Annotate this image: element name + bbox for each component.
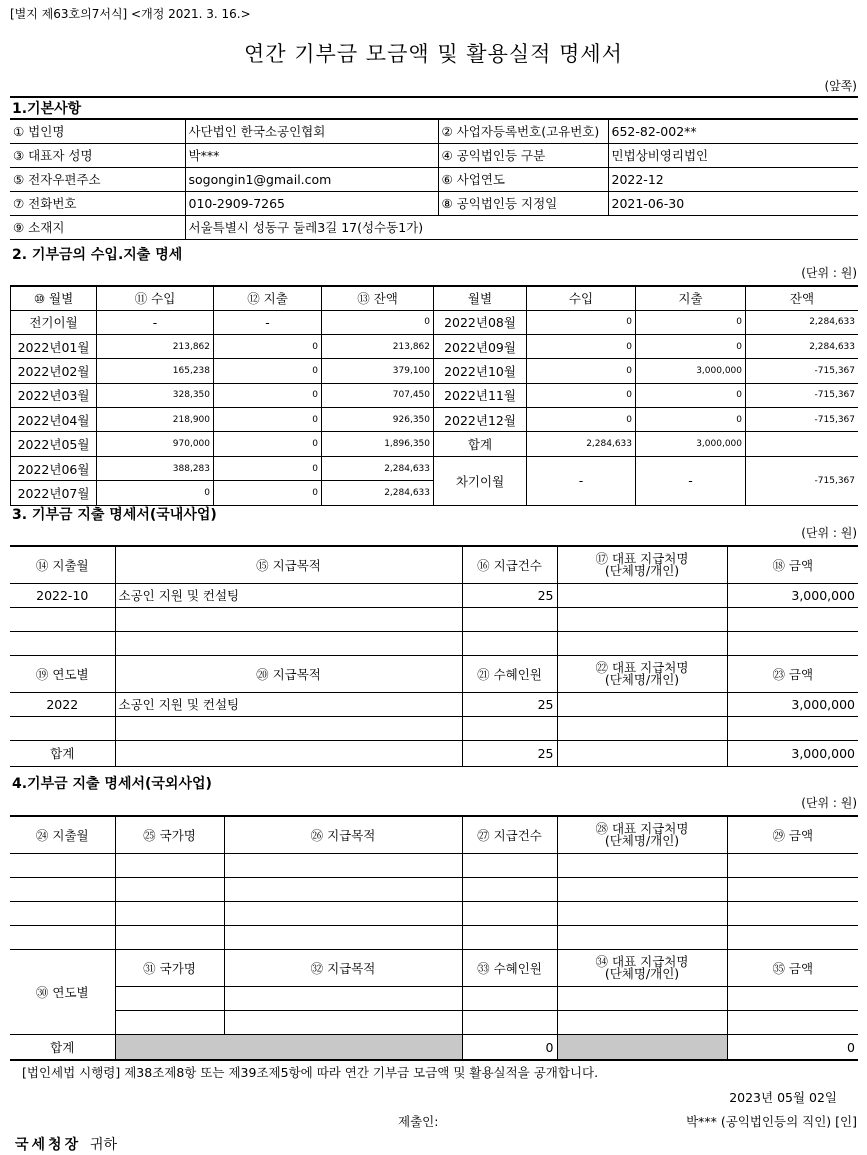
table-cell: 0: [214, 456, 322, 480]
table-row: [10, 631, 858, 655]
table-cell: 0: [527, 359, 636, 383]
table-cell: 2022년03월: [11, 383, 97, 407]
table-cell: [115, 1010, 224, 1034]
table-cell: [462, 1010, 557, 1034]
table-cell: -715,367: [746, 383, 859, 407]
table-cell: 0: [527, 408, 636, 432]
table-cell: -: [636, 456, 746, 505]
table-cell: ㉝ 수혜인원: [462, 949, 557, 986]
table-row: [10, 143, 858, 167]
table-cell: [557, 853, 727, 877]
table-cell: 0: [636, 408, 746, 432]
table-cell: [462, 631, 557, 655]
table-cell: 차기이월: [434, 456, 527, 505]
table-cell: ㉕ 국가명: [115, 816, 224, 853]
recipient-name: 국세청장: [15, 1137, 82, 1153]
table-cell: 2022년02월: [11, 359, 97, 383]
table-row: [10, 546, 858, 583]
table-row: [10, 1010, 858, 1034]
table-cell: ⑲ 연도별: [10, 655, 115, 692]
table-cell: 2022: [10, 692, 115, 716]
table-cell: 0: [636, 383, 746, 407]
table-cell: [727, 631, 858, 655]
table-row: [10, 191, 858, 215]
section-2-title: 2. 기부금의 수입.지출 명세: [12, 247, 183, 263]
table-cell: 사단법인 한국소공인협회: [185, 119, 438, 143]
recipient-suffix: 귀하: [90, 1137, 118, 1153]
table-cell: [557, 877, 727, 901]
table-cell: ㉙ 금액: [727, 816, 858, 853]
table-cell: ⑨ 소재지: [10, 215, 185, 239]
header-line: (단체명/개인): [604, 965, 680, 981]
table-cell: 218,900: [97, 408, 214, 432]
table-cell: [10, 925, 115, 949]
table-cell: [727, 853, 858, 877]
overseas-spending-table: [10, 815, 858, 1061]
header-line: (단체명/개인): [604, 671, 680, 687]
table-cell: [557, 986, 727, 1010]
table-cell: 25: [462, 583, 557, 607]
table-cell: 0: [214, 408, 322, 432]
legal-notice: [법인세법 시행령] 제38조제8항 또는 제39조제5항에 따라 연간 기부금 모금액 및 활용실적을 공개합니다.: [22, 1065, 599, 1080]
table-row: [10, 877, 858, 901]
table-cell: ㉔ 지출월: [10, 816, 115, 853]
table-cell: -715,367: [746, 408, 859, 432]
table-cell: [727, 986, 858, 1010]
table-cell: [115, 1034, 462, 1060]
table-cell: [462, 925, 557, 949]
table-cell: [10, 853, 115, 877]
page-title: 연간 기부금 모금액 및 활용실적 명세서: [244, 42, 623, 66]
table-cell: 0: [214, 383, 322, 407]
table-cell: 2,284,633: [746, 310, 859, 334]
table-cell: [10, 607, 115, 631]
table-row: [10, 583, 858, 607]
table-cell: [462, 716, 557, 740]
table-cell: 25: [462, 692, 557, 716]
table-cell: ⑧ 공익법인등 지정일: [438, 191, 608, 215]
table-cell: 213,862: [97, 334, 214, 358]
section-rule: [10, 96, 858, 98]
table-cell: 707,450: [322, 383, 434, 407]
unit-label: (단위 : 원): [801, 796, 857, 810]
table-cell: 0: [214, 334, 322, 358]
table-cell: 2,284,633: [746, 334, 859, 358]
table-row: [10, 816, 858, 853]
table-row: [10, 167, 858, 191]
table-cell: [224, 925, 462, 949]
table-cell: [224, 853, 462, 877]
header-line: ㉞ 대표 지급처명: [595, 953, 689, 969]
table-cell: 3,000,000: [636, 359, 746, 383]
table-cell: [224, 901, 462, 925]
recipient: [15, 1134, 117, 1154]
table-cell: ④ 공익법인등 구분: [438, 143, 608, 167]
table-cell: [224, 877, 462, 901]
table-cell: 박***: [185, 143, 438, 167]
table-cell: [557, 546, 727, 583]
table-cell: 서울특별시 성동구 둘레3길 17(성수동1가): [185, 215, 858, 239]
table-cell: 2022년09월: [434, 334, 527, 358]
table-row: [10, 119, 858, 143]
table-cell: 2021-06-30: [608, 191, 858, 215]
table-cell: ① 법인명: [10, 119, 185, 143]
table-cell: 3,000,000: [727, 692, 858, 716]
table-cell: 잔액: [746, 286, 859, 310]
table-row: [11, 456, 859, 480]
table-cell: 0: [462, 1034, 557, 1060]
table-cell: 합계: [10, 1034, 115, 1060]
table-cell: 213,862: [322, 334, 434, 358]
table-cell: ⑯ 지급건수: [462, 546, 557, 583]
table-cell: ⑮ 지급목적: [115, 546, 462, 583]
table-cell: [557, 816, 727, 853]
table-row: [11, 408, 859, 432]
page-side-label: (앞쪽): [824, 79, 857, 93]
table-cell: 2022년12월: [434, 408, 527, 432]
table-cell: [557, 692, 727, 716]
table-cell: [727, 1010, 858, 1034]
table-cell: 0: [214, 432, 322, 456]
table-cell: [224, 986, 462, 1010]
domestic-spending-table: [10, 545, 858, 767]
table-cell: ② 사업자등록번호(고유번호): [438, 119, 608, 143]
table-cell: 2,284,633: [527, 432, 636, 456]
table-row: [10, 1034, 858, 1060]
table-cell: ⑱ 금액: [727, 546, 858, 583]
table-cell: 2022년04월: [11, 408, 97, 432]
table-cell: 소공인 지원 및 컨설팅: [115, 692, 462, 716]
unit-label: (단위 : 원): [801, 526, 857, 540]
table-row: [10, 901, 858, 925]
table-cell: 165,238: [97, 359, 214, 383]
table-row: [10, 986, 858, 1010]
section-3-title: 3. 기부금 지출 명세서(국내사업): [12, 507, 217, 523]
table-cell: [462, 607, 557, 631]
table-cell: 2022년01월: [11, 334, 97, 358]
table-cell: [727, 877, 858, 901]
header-line: (단체명/개인): [604, 562, 680, 578]
table-row: [10, 740, 858, 766]
table-cell: sogongin1@gmail.com: [185, 167, 438, 191]
table-cell: 2022년06월: [11, 456, 97, 480]
table-cell: -: [527, 456, 636, 505]
table-cell: 월별: [434, 286, 527, 310]
table-cell: [557, 1034, 727, 1060]
table-cell: 2022년07월: [11, 481, 97, 505]
table-cell: [727, 925, 858, 949]
table-cell: [557, 1010, 727, 1034]
table-cell: [727, 901, 858, 925]
table-cell: -: [214, 310, 322, 334]
table-cell: [727, 607, 858, 631]
table-cell: 010-2909-7265: [185, 191, 438, 215]
table-cell: [115, 853, 224, 877]
table-cell: ⑥ 사업연도: [438, 167, 608, 191]
table-cell: ㉖ 지급목적: [224, 816, 462, 853]
table-cell: ⑭ 지출월: [10, 546, 115, 583]
header-line: (단체명/개인): [604, 832, 680, 848]
table-cell: [462, 853, 557, 877]
table-row: [10, 925, 858, 949]
submitter-label: 제출인:: [398, 1114, 439, 1129]
table-cell: 652-82-002**: [608, 119, 858, 143]
table-cell: [557, 925, 727, 949]
table-cell: 0: [636, 334, 746, 358]
table-cell: 2022년08월: [434, 310, 527, 334]
table-cell: [224, 1010, 462, 1034]
table-cell: -715,367: [746, 456, 859, 505]
table-cell: ㉗ 지급건수: [462, 816, 557, 853]
table-cell: [115, 740, 462, 766]
table-cell: -: [97, 310, 214, 334]
table-row: [10, 655, 858, 692]
table-cell: ㉑ 수혜인원: [462, 655, 557, 692]
income-expense-table: [10, 285, 858, 506]
header-line: ㉒ 대표 지급처명: [595, 659, 689, 675]
table-cell: 수입: [527, 286, 636, 310]
table-cell: [557, 631, 727, 655]
table-cell: ⑬ 잔액: [322, 286, 434, 310]
table-cell: [115, 925, 224, 949]
table-cell: ㉓ 금액: [727, 655, 858, 692]
table-cell: 3,000,000: [727, 740, 858, 766]
table-cell: [462, 986, 557, 1010]
table-cell: [115, 607, 462, 631]
table-cell: [557, 716, 727, 740]
table-cell: 전기이월: [11, 310, 97, 334]
table-row: [10, 853, 858, 877]
table-cell: [746, 432, 859, 456]
table-row: [11, 334, 859, 358]
table-cell: 2022년11월: [434, 383, 527, 407]
table-cell: [462, 877, 557, 901]
table-cell: [115, 986, 224, 1010]
table-cell: 0: [527, 310, 636, 334]
table-cell: [115, 716, 462, 740]
table-row: [10, 949, 858, 986]
table-cell: ㉜ 지급목적: [224, 949, 462, 986]
table-cell: [727, 716, 858, 740]
table-cell: ⑫ 지출: [214, 286, 322, 310]
table-row: [11, 310, 859, 334]
table-cell: ⑦ 전화번호: [10, 191, 185, 215]
table-cell: ③ 대표자 성명: [10, 143, 185, 167]
table-cell: [115, 631, 462, 655]
table-cell: 합계: [434, 432, 527, 456]
table-cell: [10, 901, 115, 925]
table-cell: 2022년05월: [11, 432, 97, 456]
table-row: [10, 716, 858, 740]
submitter-name: 박*** (공익법인등의 직인) [인]: [686, 1114, 857, 1129]
table-cell: [10, 631, 115, 655]
table-row: [11, 432, 859, 456]
table-cell: 3,000,000: [727, 583, 858, 607]
table-cell: 970,000: [97, 432, 214, 456]
table-row: [11, 383, 859, 407]
section-4-title: 4.기부금 지출 명세서(국외사업): [12, 776, 212, 792]
table-cell: ㉛ 국가명: [115, 949, 224, 986]
table-cell: ⑩ 월별: [11, 286, 97, 310]
table-cell: 지출: [636, 286, 746, 310]
table-cell: 0: [527, 334, 636, 358]
table-cell: [557, 901, 727, 925]
table-row: [11, 359, 859, 383]
table-cell: ⑤ 전자우편주소: [10, 167, 185, 191]
table-cell: [557, 607, 727, 631]
table-cell: [10, 877, 115, 901]
table-cell: 0: [527, 383, 636, 407]
table-row: [11, 286, 859, 310]
table-cell: 2,284,633: [322, 481, 434, 505]
table-cell: [462, 901, 557, 925]
table-cell: [557, 740, 727, 766]
table-cell: ㉟ 금액: [727, 949, 858, 986]
table-cell: 2022년10월: [434, 359, 527, 383]
table-cell: 3,000,000: [636, 432, 746, 456]
table-cell: [10, 716, 115, 740]
table-row: [10, 692, 858, 716]
table-cell: 0: [636, 310, 746, 334]
table-cell: 0: [322, 310, 434, 334]
header-line: ㉘ 대표 지급처명: [595, 820, 689, 836]
table-cell: [557, 949, 727, 986]
table-cell: [115, 901, 224, 925]
table-cell: 328,350: [97, 383, 214, 407]
basic-info-table: [10, 118, 858, 240]
table-cell: 2022-12: [608, 167, 858, 191]
section-1-title: 1.기본사항: [12, 101, 82, 117]
footer-rule: [10, 1059, 858, 1061]
table-cell: 0: [214, 481, 322, 505]
header-line: ⑰ 대표 지급처명: [595, 550, 689, 566]
table-cell: 0: [214, 359, 322, 383]
table-cell: ⑪ 수입: [97, 286, 214, 310]
table-cell: -715,367: [746, 359, 859, 383]
table-cell: 소공인 지원 및 컨설팅: [115, 583, 462, 607]
table-cell: 379,100: [322, 359, 434, 383]
table-row: [10, 215, 858, 239]
table-cell: 합계: [10, 740, 115, 766]
table-cell: [557, 583, 727, 607]
table-cell: 388,283: [97, 456, 214, 480]
table-cell: 1,896,350: [322, 432, 434, 456]
table-cell: 0: [727, 1034, 858, 1060]
table-cell: [557, 655, 727, 692]
table-cell: 926,350: [322, 408, 434, 432]
form-label: [별지 제63호의7서식] <개정 2021. 3. 16.>: [10, 7, 251, 21]
table-cell: 민법상비영리법인: [608, 143, 858, 167]
unit-label: (단위 : 원): [801, 266, 857, 280]
table-cell: 0: [97, 481, 214, 505]
table-cell: 25: [462, 740, 557, 766]
table-cell: ⑳ 지급목적: [115, 655, 462, 692]
table-cell: 2022-10: [10, 583, 115, 607]
table-cell: ㉚ 연도별: [10, 949, 115, 1034]
submission-date: 2023년 05월 02일: [729, 1090, 837, 1105]
table-row: [10, 607, 858, 631]
table-cell: 2,284,633: [322, 456, 434, 480]
table-cell: [115, 877, 224, 901]
